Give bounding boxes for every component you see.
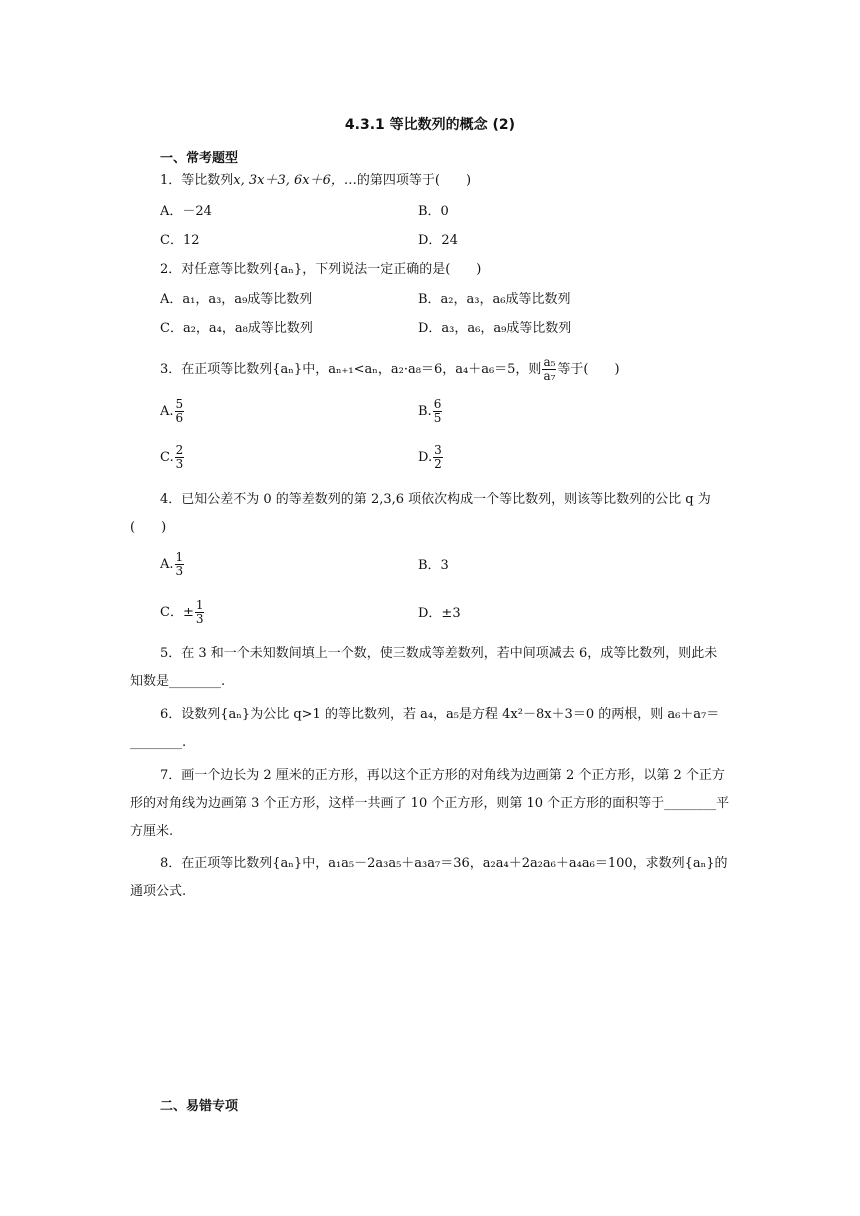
q2-option-d: D．a₃，a₆，a₉成等比数列 — [418, 321, 572, 336]
q4-option-b: B．3 — [418, 558, 449, 573]
q4-option-d: D．±3 — [418, 606, 461, 621]
q1-option-c: C．12 — [160, 233, 200, 248]
q4-option-c: C．± $\frac{1}{3}$ — [160, 598, 204, 626]
q3-option-b: B. $\frac{6}{5}$ — [418, 397, 442, 425]
q2-option-a: A．a₁，a₃，a₉成等比数列 — [160, 292, 313, 307]
question-2-stem: 2．对任意等比数列{aₙ}，下列说法一定正确的是( ) — [160, 262, 482, 277]
q3-option-d: D. $\frac{3}{2}$ — [418, 443, 442, 471]
q3-option-a: A. $\frac{5}{6}$ — [160, 397, 184, 425]
question-6: 6．设数列{aₙ}为公比 q>1 的等比数列，若 a₄，a₅是方程 4x²－8x＋3＝0 的两根，则 a₆＋a₇＝________. — [130, 707, 720, 750]
q4-option-a: A. $\frac{1}{3}$ — [160, 550, 184, 578]
section-heading-common: 一、常考题型 — [160, 151, 239, 166]
question-4-stem: 4．已知公差不为 0 的等差数列的第 2,3,6 项依次构成一个等比数列，则该等比数列的公比 q 为( ) — [130, 492, 711, 535]
question-7: 7．画一个边长为 2 厘米的正方形，再以这个正方形的对角线为边画第 2 个正方形，以第 2 个正方形的对角线为边画第 3 个正方形，这样一共画了 10 个正方形，则第 10 个正方形的面积等于________平方厘米. — [130, 768, 730, 839]
q1-option-a: A．－24 — [160, 204, 212, 219]
ratio-fraction: $\frac{\text{a₅}}{\text{a₇}}$ — [543, 355, 556, 383]
question-5: 5．在 3 和一个未知数间填上一个数，使三数成等差数列，若中间项减去 6，成等比数列，则此未知数是________. — [130, 646, 718, 689]
q1-option-d: D．24 — [418, 233, 458, 248]
section-heading-error-prone: 二、易错专项 — [160, 1099, 239, 1114]
question-1-stem: 1．等比数列x, 3x＋3, 6x＋6，…的第四项等于( ) — [160, 173, 472, 188]
page-title: 4.3.1 等比数列的概念 (2) — [344, 117, 516, 133]
question-8: 8．在正项等比数列{aₙ}中，a₁a₅－2a₃a₅＋a₃a₇＝36，a₂a₄＋2a₂a₆＋a₄a₆＝100，求数列{aₙ}的通项公式. — [130, 856, 728, 899]
q3-option-c: C. $\frac{2}{3}$ — [160, 443, 184, 471]
q1-option-b: B．0 — [418, 204, 449, 219]
q2-option-b: B．a₂，a₃，a₆成等比数列 — [418, 292, 571, 307]
question-3-stem: 3．在正项等比数列{aₙ}中，aₙ₊₁<aₙ，a₂·a₈＝6，a₄＋a₆＝5，则 $\frac{\text{a₅}}{\text{a₇}}$ 等于( ) — [160, 355, 620, 383]
q2-option-c: C．a₂，a₄，a₈成等比数列 — [160, 321, 313, 336]
